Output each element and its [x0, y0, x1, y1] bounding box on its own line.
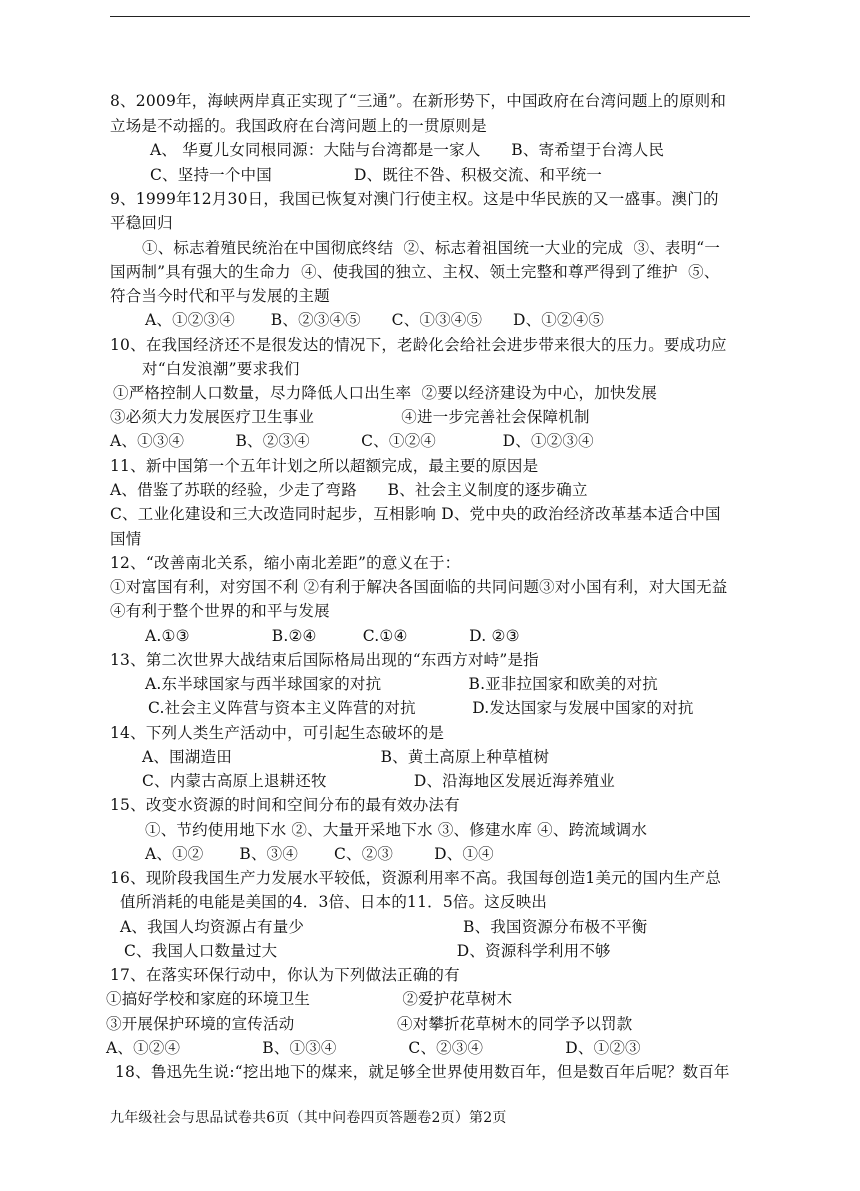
- q12-line-1: 12、“改善南北关系，缩小南北差距”的意义在于：: [110, 554, 461, 572]
- q9-statements-3: 符合当今时代和平与发展的主题: [110, 287, 330, 305]
- q11-options-cd: C、工业化建设和三大改造同时起步，互相影响 D、党中央的政治经济改革基本适合中国: [110, 505, 721, 523]
- page-footer: 九年级社会与思品试卷共6页（其中问卷四页答题卷2页）第2页: [110, 1110, 507, 1126]
- q13-options-ab: A.东半球国家与西半球国家的对抗 B.亚非拉国家和欧美的对抗: [145, 675, 658, 693]
- q14-line-1: 14、下列人类生产活动中，可引起生态破坏的是: [110, 724, 445, 742]
- q10-statements-2: ③必须大力发展医疗卫生事业 ④进一步完善社会保障机制: [110, 408, 590, 426]
- q9-statements-2: 国两制”具有强大的生命力 ④、使我国的独立、主权、领土完整和尊严得到了维护 ⑤、: [110, 263, 720, 281]
- q17-statements-1: ①搞好学校和家庭的环境卫生 ②爱护花草树木: [106, 990, 513, 1008]
- q16-options-ab: A、我国人均资源占有量少 B、我国资源分布极不平衡: [120, 918, 648, 936]
- q15-options: A、①② B、③④ C、②③ D、①④: [145, 845, 494, 863]
- q16-line-2: 值所消耗的电能是美国的4．3倍、日本的11．5倍。这反映出: [120, 893, 548, 911]
- q17-options: A、①②④ B、①③④ C、②③④ D、①②③: [106, 1039, 641, 1057]
- q15-statements: ①、节约使用地下水 ②、大量开采地下水 ③、修建水库 ④、跨流域调水: [145, 821, 648, 839]
- q17-statements-2: ③开展保护环境的宣传活动 ④对攀折花草树木的同学予以罚款: [106, 1015, 633, 1033]
- q16-line-1: 16、现阶段我国生产力发展水平较低，资源利用率不高。我国每创造1美元的国内生产总: [110, 869, 722, 887]
- q8-options-ab: A、 华夏儿女同根同源：大陆与台湾都是一家人 B、寄希望于台湾人民: [150, 141, 665, 159]
- q11-options-cd-cont: 国情: [110, 530, 142, 548]
- q16-options-cd: C、我国人口数量过大 D、资源科学利用不够: [124, 942, 611, 960]
- q18-line-1: 18、鲁迅先生说:“挖出地下的煤来，就足够全世界使用数百年，但是数百年后呢？数百年: [115, 1063, 730, 1081]
- q10-statements-1: ①严格控制人口数量，尽力降低人口出生率 ②要以经济建设为中心，加快发展: [113, 384, 658, 402]
- q10-options: A、①③④ B、②③④ C、①②④ D、①②③④: [110, 432, 594, 450]
- header-rule: [110, 16, 750, 17]
- q11-line-1: 11、新中国第一个五年计划之所以超额完成，最主要的原因是: [110, 457, 539, 475]
- q17-line-1: 17、在落实环保行动中，你认为下列做法正确的有: [110, 966, 460, 984]
- q12-statements-2: ④有利于整个世界的和平与发展: [110, 602, 330, 620]
- q10-line-2: 对“白发浪潮”要求我们: [142, 360, 300, 378]
- q8-options-cd: C、坚持一个中国 D、既往不咎、积极交流、和平统一: [150, 166, 603, 184]
- q13-line-1: 13、第二次世界大战结束后国际格局出现的“东西方对峙”是指: [110, 651, 539, 669]
- q12-options: A.①③ B.②④ C.①④ D. ②③: [145, 627, 520, 645]
- q9-line-1: 9、1999年12月30日，我国已恢复对澳门行使主权。这是中华民族的又一盛事。澳门的: [110, 190, 719, 208]
- q14-options-cd: C、内蒙古高原上退耕还牧 D、沿海地区发展近海养殖业: [142, 772, 615, 790]
- q8-line-2: 立场是不动摇的。我国政府在台湾问题上的一贯原则是: [110, 117, 487, 135]
- q10-line-1: 10、在我国经济还不是很发达的情况下，老龄化会给社会进步带来很大的压力。要成功应: [110, 336, 727, 354]
- q9-statements-1: ①、标志着殖民统治在中国彻底终结 ②、标志着祖国统一大业的完成 ③、表明“一: [142, 239, 721, 257]
- q9-options: A、①②③④ B、②③④⑤ C、①③④⑤ D、①②④⑤: [145, 311, 605, 329]
- q15-line-1: 15、改变水资源的时间和空间分布的最有效办法有: [110, 796, 460, 814]
- q9-line-2: 平稳回归: [110, 214, 173, 232]
- q12-statements-1: ①对富国有利，对穷国不利 ②有利于解决各国面临的共同问题③对小国有利，对大国无益: [110, 578, 728, 596]
- q13-options-cd: C.社会主义阵营与资本主义阵营的对抗 D.发达国家与发展中国家的对抗: [148, 699, 694, 717]
- q8-line-1: 8、2009年，海峡两岸真正实现了“三通”。在新形势下，中国政府在台湾问题上的原则和: [110, 92, 727, 110]
- q11-options-ab: A、借鉴了苏联的经验，少走了弯路 B、社会主义制度的逐步确立: [110, 481, 588, 499]
- q14-options-ab: A、围湖造田 B、黄土高原上种草植树: [142, 748, 550, 766]
